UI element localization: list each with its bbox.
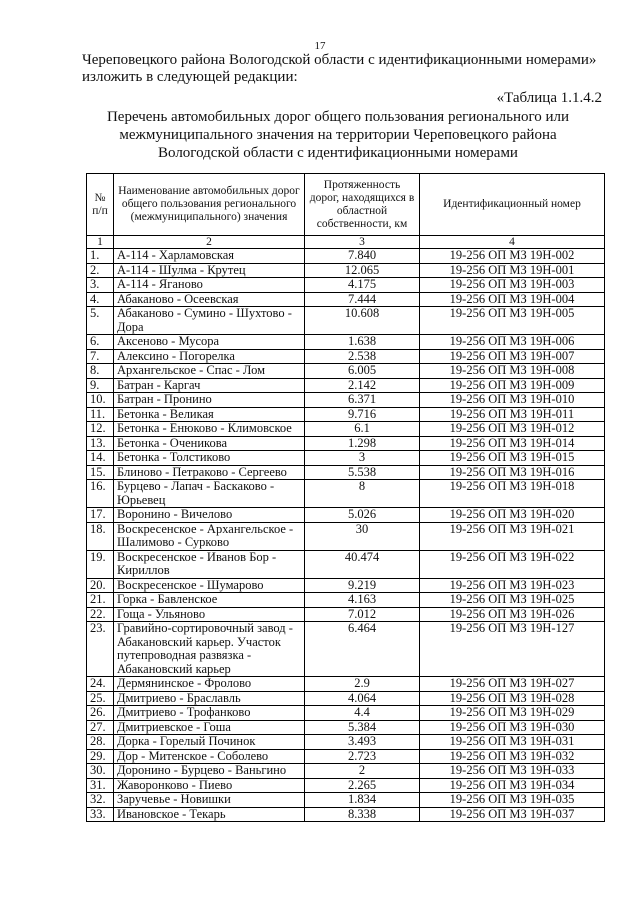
row-number: 33.	[87, 807, 114, 822]
intro-line-1: Череповецкого района Вологодской области с идентификационными номерами»	[82, 52, 597, 68]
table-row	[87, 335, 605, 350]
row-number: 16.	[87, 480, 114, 508]
table-row	[87, 720, 605, 735]
road-identifier: 19-256 ОП МЗ 19Н-127	[420, 622, 605, 677]
road-length: 6.371	[305, 393, 420, 408]
road-name: Заручевье - Новишки	[114, 793, 305, 808]
road-identifier: 19-256 ОП МЗ 19Н-015	[420, 451, 605, 466]
road-identifier: 19-256 ОП МЗ 19Н-027	[420, 677, 605, 692]
road-length: 1.298	[305, 436, 420, 451]
road-identifier: 19-256 ОП МЗ 19Н-029	[420, 706, 605, 721]
table-row	[87, 764, 605, 779]
road-name: Горка - Бавленское	[114, 593, 305, 608]
table-row	[87, 349, 605, 364]
road-identifier: 19-256 ОП МЗ 19Н-037	[420, 807, 605, 822]
column-number-3: 3	[305, 236, 420, 249]
road-name: Дмитриевское - Гоша	[114, 720, 305, 735]
row-number: 31.	[87, 778, 114, 793]
row-number: 23.	[87, 622, 114, 677]
row-number: 30.	[87, 764, 114, 779]
road-name: А-114 - Яганово	[114, 278, 305, 293]
road-length: 4.163	[305, 593, 420, 608]
road-name: Гоща - Ульяново	[114, 607, 305, 622]
row-number: 15.	[87, 465, 114, 480]
row-number: 29.	[87, 749, 114, 764]
road-identifier: 19-256 ОП МЗ 19Н-016	[420, 465, 605, 480]
road-name: Бурцево - Лапач - Баскаково - Юрьевец	[114, 480, 305, 508]
road-identifier: 19-256 ОП МЗ 19Н-006	[420, 335, 605, 350]
road-name: Бетонка - Великая	[114, 407, 305, 422]
table-row	[87, 263, 605, 278]
road-length: 2.265	[305, 778, 420, 793]
road-identifier: 19-256 ОП МЗ 19Н-020	[420, 508, 605, 523]
table-row	[87, 593, 605, 608]
road-length: 2.9	[305, 677, 420, 692]
table-row	[87, 393, 605, 408]
road-length: 9.716	[305, 407, 420, 422]
road-length: 40.474	[305, 550, 420, 578]
table-row	[87, 508, 605, 523]
table-row	[87, 749, 605, 764]
table-row	[87, 465, 605, 480]
road-name: А-114 - Харламовская	[114, 249, 305, 264]
row-number: 28.	[87, 735, 114, 750]
road-name: Бетонка - Оченикова	[114, 436, 305, 451]
road-length: 6.005	[305, 364, 420, 379]
table-row	[87, 807, 605, 822]
row-number: 14.	[87, 451, 114, 466]
road-identifier: 19-256 ОП МЗ 19Н-033	[420, 764, 605, 779]
table-row	[87, 307, 605, 335]
row-number: 17.	[87, 508, 114, 523]
row-number: 3.	[87, 278, 114, 293]
roads-table	[86, 173, 605, 822]
title-line-1: Перечень автомобильных дорог общего пользования регионального или	[106, 109, 570, 125]
table-row	[87, 364, 605, 379]
road-name: Гравийно-сортировочный завод - Абакановский карьер. Участок путепроводная развязка - Абакановский карьер	[114, 622, 305, 677]
road-length: 2.723	[305, 749, 420, 764]
table-row	[87, 436, 605, 451]
road-identifier: 19-256 ОП МЗ 19Н-022	[420, 550, 605, 578]
header-road-name: Наименование автомобильных дорог общего пользования регионального (межмуниципального) значения	[114, 174, 305, 236]
row-number: 10.	[87, 393, 114, 408]
road-identifier: 19-256 ОП МЗ 19Н-003	[420, 278, 605, 293]
intro-text	[82, 52, 602, 86]
table-row	[87, 422, 605, 437]
page-number: 17	[314, 40, 326, 52]
road-identifier: 19-256 ОП МЗ 19Н-025	[420, 593, 605, 608]
row-number: 1.	[87, 249, 114, 264]
road-length: 8	[305, 480, 420, 508]
road-identifier: 19-256 ОП МЗ 19Н-018	[420, 480, 605, 508]
table-row	[87, 677, 605, 692]
table-row	[87, 793, 605, 808]
row-number: 19.	[87, 550, 114, 578]
row-number: 7.	[87, 349, 114, 364]
table-row	[87, 292, 605, 307]
road-name: Бетонка - Енюково - Климовское	[114, 422, 305, 437]
road-name: Блиново - Петраково - Сергеево	[114, 465, 305, 480]
road-length: 2.538	[305, 349, 420, 364]
row-number: 26.	[87, 706, 114, 721]
road-length: 7.012	[305, 607, 420, 622]
road-length: 4.175	[305, 278, 420, 293]
row-number: 13.	[87, 436, 114, 451]
road-length: 5.538	[305, 465, 420, 480]
title-line-2: межмуниципального значения на территории Череповецкого района	[119, 127, 557, 143]
road-identifier: 19-256 ОП МЗ 19Н-011	[420, 407, 605, 422]
row-number: 22.	[87, 607, 114, 622]
header-identifier: Идентификационный номер	[420, 174, 605, 236]
road-name: Батран - Каргач	[114, 378, 305, 393]
road-identifier: 19-256 ОП МЗ 19Н-023	[420, 578, 605, 593]
table-row	[87, 249, 605, 264]
table-row	[87, 778, 605, 793]
road-name: Дермянинское - Фролово	[114, 677, 305, 692]
row-number: 27.	[87, 720, 114, 735]
table-row	[87, 735, 605, 750]
road-identifier: 19-256 ОП МЗ 19Н-012	[420, 422, 605, 437]
row-number: 20.	[87, 578, 114, 593]
road-name: Абаканово - Осеевская	[114, 292, 305, 307]
road-length: 1.834	[305, 793, 420, 808]
table-label: «Таблица 1.1.4.2	[496, 90, 602, 106]
road-identifier: 19-256 ОП МЗ 19Н-002	[420, 249, 605, 264]
road-length: 5.026	[305, 508, 420, 523]
road-identifier: 19-256 ОП МЗ 19Н-031	[420, 735, 605, 750]
column-number-1: 1	[87, 236, 114, 249]
road-identifier: 19-256 ОП МЗ 19Н-007	[420, 349, 605, 364]
road-identifier: 19-256 ОП МЗ 19Н-030	[420, 720, 605, 735]
road-name: Батран - Пронино	[114, 393, 305, 408]
road-name: Архангельское - Спас - Лом	[114, 364, 305, 379]
road-name: Воскресенское - Иванов Бор - Кириллов	[114, 550, 305, 578]
road-length: 7.444	[305, 292, 420, 307]
table-body	[87, 249, 605, 822]
title-line-3: Вологодской области с идентификационными номерами	[158, 145, 518, 161]
table-row	[87, 691, 605, 706]
column-number-4: 4	[420, 236, 605, 249]
table-row	[87, 607, 605, 622]
road-name: Доронино - Бурцево - Ваньгино	[114, 764, 305, 779]
road-length: 6.464	[305, 622, 420, 677]
road-identifier: 19-256 ОП МЗ 19Н-034	[420, 778, 605, 793]
row-number: 25.	[87, 691, 114, 706]
road-identifier: 19-256 ОП МЗ 19Н-010	[420, 393, 605, 408]
road-name: Дор - Митенское - Соболево	[114, 749, 305, 764]
road-identifier: 19-256 ОП МЗ 19Н-005	[420, 307, 605, 335]
road-name: Воронино - Вичелово	[114, 508, 305, 523]
row-number: 24.	[87, 677, 114, 692]
road-name: Дмитриево - Трофанково	[114, 706, 305, 721]
table-row	[87, 578, 605, 593]
row-number: 11.	[87, 407, 114, 422]
table-row	[87, 622, 605, 677]
row-number: 9.	[87, 378, 114, 393]
road-length: 10.608	[305, 307, 420, 335]
table-row	[87, 407, 605, 422]
row-number: 6.	[87, 335, 114, 350]
table-row	[87, 451, 605, 466]
row-number: 21.	[87, 593, 114, 608]
header-length: Протяженность дорог, находящихся в областной собственности, км	[305, 174, 420, 236]
road-identifier: 19-256 ОП МЗ 19Н-004	[420, 292, 605, 307]
road-identifier: 19-256 ОП МЗ 19Н-014	[420, 436, 605, 451]
road-name: Бетонка - Толстиково	[114, 451, 305, 466]
road-identifier: 19-256 ОП МЗ 19Н-008	[420, 364, 605, 379]
road-length: 4.064	[305, 691, 420, 706]
road-length: 4.4	[305, 706, 420, 721]
road-identifier: 19-256 ОП МЗ 19Н-001	[420, 263, 605, 278]
road-length: 6.1	[305, 422, 420, 437]
road-name: Воскресенское - Шумарово	[114, 578, 305, 593]
road-identifier: 19-256 ОП МЗ 19Н-021	[420, 522, 605, 550]
table-header	[87, 174, 605, 249]
table-row	[87, 550, 605, 578]
road-length: 8.338	[305, 807, 420, 822]
road-length: 1.638	[305, 335, 420, 350]
header-number: № п/п	[87, 174, 114, 236]
road-name: Жаворонково - Пиево	[114, 778, 305, 793]
column-number-2: 2	[114, 236, 305, 249]
road-length: 7.840	[305, 249, 420, 264]
table-row	[87, 706, 605, 721]
table-row	[87, 480, 605, 508]
road-name: Дмитриево - Браславль	[114, 691, 305, 706]
table-row	[87, 278, 605, 293]
road-name: А-114 - Шулма - Крутец	[114, 263, 305, 278]
row-number: 2.	[87, 263, 114, 278]
road-identifier: 19-256 ОП МЗ 19Н-028	[420, 691, 605, 706]
road-name: Воскресенское - Архангельское - Шалимово - Сурково	[114, 522, 305, 550]
intro-line-2: изложить в следующей редакции:	[82, 69, 298, 85]
road-length: 3.493	[305, 735, 420, 750]
row-number: 8.	[87, 364, 114, 379]
row-number: 18.	[87, 522, 114, 550]
road-identifier: 19-256 ОП МЗ 19Н-009	[420, 378, 605, 393]
table-row	[87, 378, 605, 393]
document-title	[78, 108, 598, 162]
row-number: 12.	[87, 422, 114, 437]
row-number: 5.	[87, 307, 114, 335]
road-length: 3	[305, 451, 420, 466]
road-identifier: 19-256 ОП МЗ 19Н-032	[420, 749, 605, 764]
table-row	[87, 522, 605, 550]
road-name: Дорка - Горелый Починок	[114, 735, 305, 750]
road-name: Ивановское - Текарь	[114, 807, 305, 822]
row-number: 32.	[87, 793, 114, 808]
road-name: Аксеново - Мусора	[114, 335, 305, 350]
road-identifier: 19-256 ОП МЗ 19Н-035	[420, 793, 605, 808]
road-length: 9.219	[305, 578, 420, 593]
road-length: 5.384	[305, 720, 420, 735]
road-length: 2.142	[305, 378, 420, 393]
road-length: 12.065	[305, 263, 420, 278]
row-number: 4.	[87, 292, 114, 307]
road-identifier: 19-256 ОП МЗ 19Н-026	[420, 607, 605, 622]
road-name: Абаканово - Сумино - Шухтово - Дора	[114, 307, 305, 335]
road-length: 30	[305, 522, 420, 550]
road-length: 2	[305, 764, 420, 779]
road-name: Алексино - Погорелка	[114, 349, 305, 364]
